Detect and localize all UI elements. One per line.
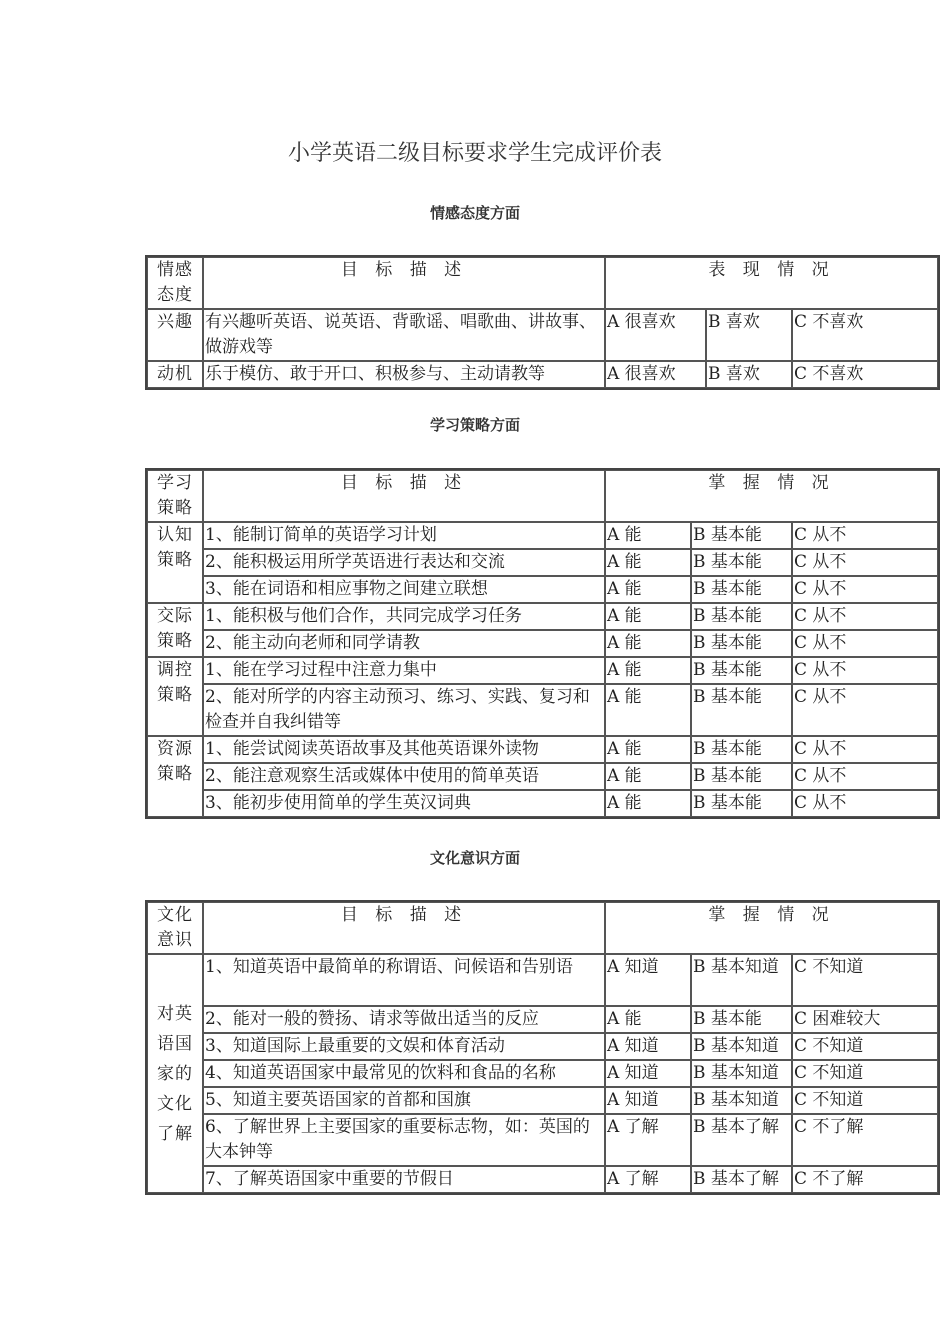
grade-a-cell: A 知道 xyxy=(605,1033,691,1060)
table-row xyxy=(147,309,938,361)
grade-c-cell: C 从不 xyxy=(792,630,938,657)
table-row xyxy=(147,576,938,603)
table-row xyxy=(147,954,938,1006)
table-header-row xyxy=(147,257,938,309)
grade-a-cell: A 很喜欢 xyxy=(605,309,706,361)
table-row xyxy=(147,1114,938,1166)
category-cell: 对英语国家的文化了解 xyxy=(147,954,203,1193)
header-status: 掌 握 情 况 xyxy=(605,470,938,522)
grade-c-cell: C 不了解 xyxy=(792,1114,938,1166)
grade-c-cell: C 从不 xyxy=(792,549,938,576)
strategy-table xyxy=(145,468,940,819)
category-cell: 交际策略 xyxy=(147,603,203,657)
goal-cell: 2、能对一般的赞扬、请求等做出适当的反应 xyxy=(203,1006,605,1033)
section-heading-strategy: 学习策略方面 xyxy=(429,416,520,434)
table-header-row xyxy=(147,902,938,954)
grade-b-cell: B 基本能 xyxy=(691,576,792,603)
grade-b-cell: B 基本能 xyxy=(691,1006,792,1033)
goal-cell: 5、知道主要英语国家的首都和国旗 xyxy=(203,1087,605,1114)
grade-b-cell: B 喜欢 xyxy=(706,361,792,388)
grade-b-cell: B 基本了解 xyxy=(691,1114,792,1166)
table-row xyxy=(147,603,938,630)
grade-a-cell: A 能 xyxy=(605,630,691,657)
table-header-row xyxy=(147,470,938,522)
category-cell: 调控策略 xyxy=(147,657,203,736)
goal-cell: 4、知道英语国家中最常见的饮料和食品的名称 xyxy=(203,1060,605,1087)
grade-c-cell: C 不知道 xyxy=(792,1087,938,1114)
goal-cell: 2、能积极运用所学英语进行表达和交流 xyxy=(203,549,605,576)
table-row xyxy=(147,657,938,684)
goal-cell: 2、能注意观察生活或媒体中使用的简单英语 xyxy=(203,763,605,790)
table-row xyxy=(147,684,938,736)
document-title: 小学英语二级目标要求学生完成评价表 xyxy=(287,141,662,166)
category-cell: 动机 xyxy=(147,361,203,388)
grade-c-cell: C 从不 xyxy=(792,603,938,630)
grade-a-cell: A 了解 xyxy=(605,1114,691,1166)
grade-b-cell: B 基本能 xyxy=(691,736,792,763)
goal-cell: 1、能尝试阅读英语故事及其他英语课外读物 xyxy=(203,736,605,763)
goal-cell: 2、能主动向老师和同学请教 xyxy=(203,630,605,657)
table-row xyxy=(147,522,938,549)
grade-b-cell: B 基本能 xyxy=(691,549,792,576)
goal-cell: 7、了解英语国家中重要的节假日 xyxy=(203,1166,605,1193)
grade-c-cell: C 不了解 xyxy=(792,1166,938,1193)
grade-a-cell: A 能 xyxy=(605,1006,691,1033)
grade-a-cell: A 知道 xyxy=(605,1087,691,1114)
header-goal: 目 标 描 述 xyxy=(203,902,605,954)
grade-a-cell: A 能 xyxy=(605,603,691,630)
grade-b-cell: B 基本知道 xyxy=(691,954,792,1006)
grade-c-cell: C 从不 xyxy=(792,763,938,790)
grade-a-cell: A 能 xyxy=(605,736,691,763)
goal-cell: 1、知道英语中最简单的称谓语、问候语和告别语 xyxy=(203,954,605,1006)
grade-c-cell: C 从不 xyxy=(792,576,938,603)
goal-cell: 3、能初步使用简单的学生英汉词典 xyxy=(203,790,605,817)
table-row xyxy=(147,1087,938,1114)
culture-table xyxy=(145,900,940,1195)
grade-b-cell: B 基本能 xyxy=(691,522,792,549)
section-heading-culture: 文化意识方面 xyxy=(429,849,520,867)
goal-cell: 2、能对所学的内容主动预习、练习、实践、复习和检查并自我纠错等 xyxy=(203,684,605,736)
header-goal: 目 标 描 述 xyxy=(203,470,605,522)
table-row xyxy=(147,1060,938,1087)
grade-b-cell: B 基本知道 xyxy=(691,1033,792,1060)
header-status: 掌 握 情 况 xyxy=(605,902,938,954)
goal-cell: 有兴趣听英语、说英语、背歌谣、唱歌曲、讲故事、做游戏等 xyxy=(203,309,605,361)
header-category: 情感态度 xyxy=(147,257,203,309)
category-cell: 资源策略 xyxy=(147,736,203,817)
grade-c-cell: C 从不 xyxy=(792,522,938,549)
grade-a-cell: A 能 xyxy=(605,657,691,684)
table-row xyxy=(147,790,938,817)
table-row xyxy=(147,763,938,790)
header-goal: 目 标 描 述 xyxy=(203,257,605,309)
table-row xyxy=(147,1033,938,1060)
grade-c-cell: C 不喜欢 xyxy=(792,361,938,388)
grade-a-cell: A 能 xyxy=(605,684,691,736)
grade-a-cell: A 知道 xyxy=(605,1060,691,1087)
goal-cell: 3、能在词语和相应事物之间建立联想 xyxy=(203,576,605,603)
grade-b-cell: B 基本知道 xyxy=(691,1087,792,1114)
header-status: 表 现 情 况 xyxy=(605,257,938,309)
goal-cell: 6、了解世界上主要国家的重要标志物，如：英国的大本钟等 xyxy=(203,1114,605,1166)
grade-c-cell: C 困难较大 xyxy=(792,1006,938,1033)
goal-cell: 1、能积极与他们合作，共同完成学习任务 xyxy=(203,603,605,630)
table-row xyxy=(147,736,938,763)
goal-cell: 3、知道国际上最重要的文娱和体育活动 xyxy=(203,1033,605,1060)
goal-cell: 1、能制订简单的英语学习计划 xyxy=(203,522,605,549)
goal-cell: 乐于模仿、敢于开口、积极参与、主动请教等 xyxy=(203,361,605,388)
grade-a-cell: A 能 xyxy=(605,763,691,790)
grade-b-cell: B 基本能 xyxy=(691,684,792,736)
grade-b-cell: B 喜欢 xyxy=(706,309,792,361)
category-cell: 认知策略 xyxy=(147,522,203,603)
header-category: 学习策略 xyxy=(147,470,203,522)
grade-b-cell: B 基本能 xyxy=(691,790,792,817)
table-row xyxy=(147,1166,938,1193)
header-category: 文化意识 xyxy=(147,902,203,954)
grade-b-cell: B 基本能 xyxy=(691,657,792,684)
category-cell: 兴趣 xyxy=(147,309,203,361)
attitude-table xyxy=(145,255,940,390)
grade-c-cell: C 不知道 xyxy=(792,1033,938,1060)
goal-cell: 1、能在学习过程中注意力集中 xyxy=(203,657,605,684)
grade-b-cell: B 基本了解 xyxy=(691,1166,792,1193)
grade-a-cell: A 能 xyxy=(605,522,691,549)
table-row xyxy=(147,549,938,576)
grade-a-cell: A 了解 xyxy=(605,1166,691,1193)
table-row xyxy=(147,361,938,388)
grade-a-cell: A 很喜欢 xyxy=(605,361,706,388)
grade-a-cell: A 能 xyxy=(605,549,691,576)
grade-c-cell: C 从不 xyxy=(792,736,938,763)
table-row xyxy=(147,1006,938,1033)
section-heading-attitude: 情感态度方面 xyxy=(429,204,520,222)
grade-c-cell: C 从不 xyxy=(792,684,938,736)
table-row xyxy=(147,630,938,657)
grade-c-cell: C 从不 xyxy=(792,790,938,817)
grade-b-cell: B 基本能 xyxy=(691,603,792,630)
grade-c-cell: C 不知道 xyxy=(792,954,938,1006)
grade-b-cell: B 基本能 xyxy=(691,763,792,790)
grade-c-cell: C 不喜欢 xyxy=(792,309,938,361)
grade-a-cell: A 能 xyxy=(605,790,691,817)
grade-b-cell: B 基本能 xyxy=(691,630,792,657)
grade-c-cell: C 从不 xyxy=(792,657,938,684)
grade-c-cell: C 不知道 xyxy=(792,1060,938,1087)
grade-b-cell: B 基本知道 xyxy=(691,1060,792,1087)
grade-a-cell: A 知道 xyxy=(605,954,691,1006)
grade-a-cell: A 能 xyxy=(605,576,691,603)
